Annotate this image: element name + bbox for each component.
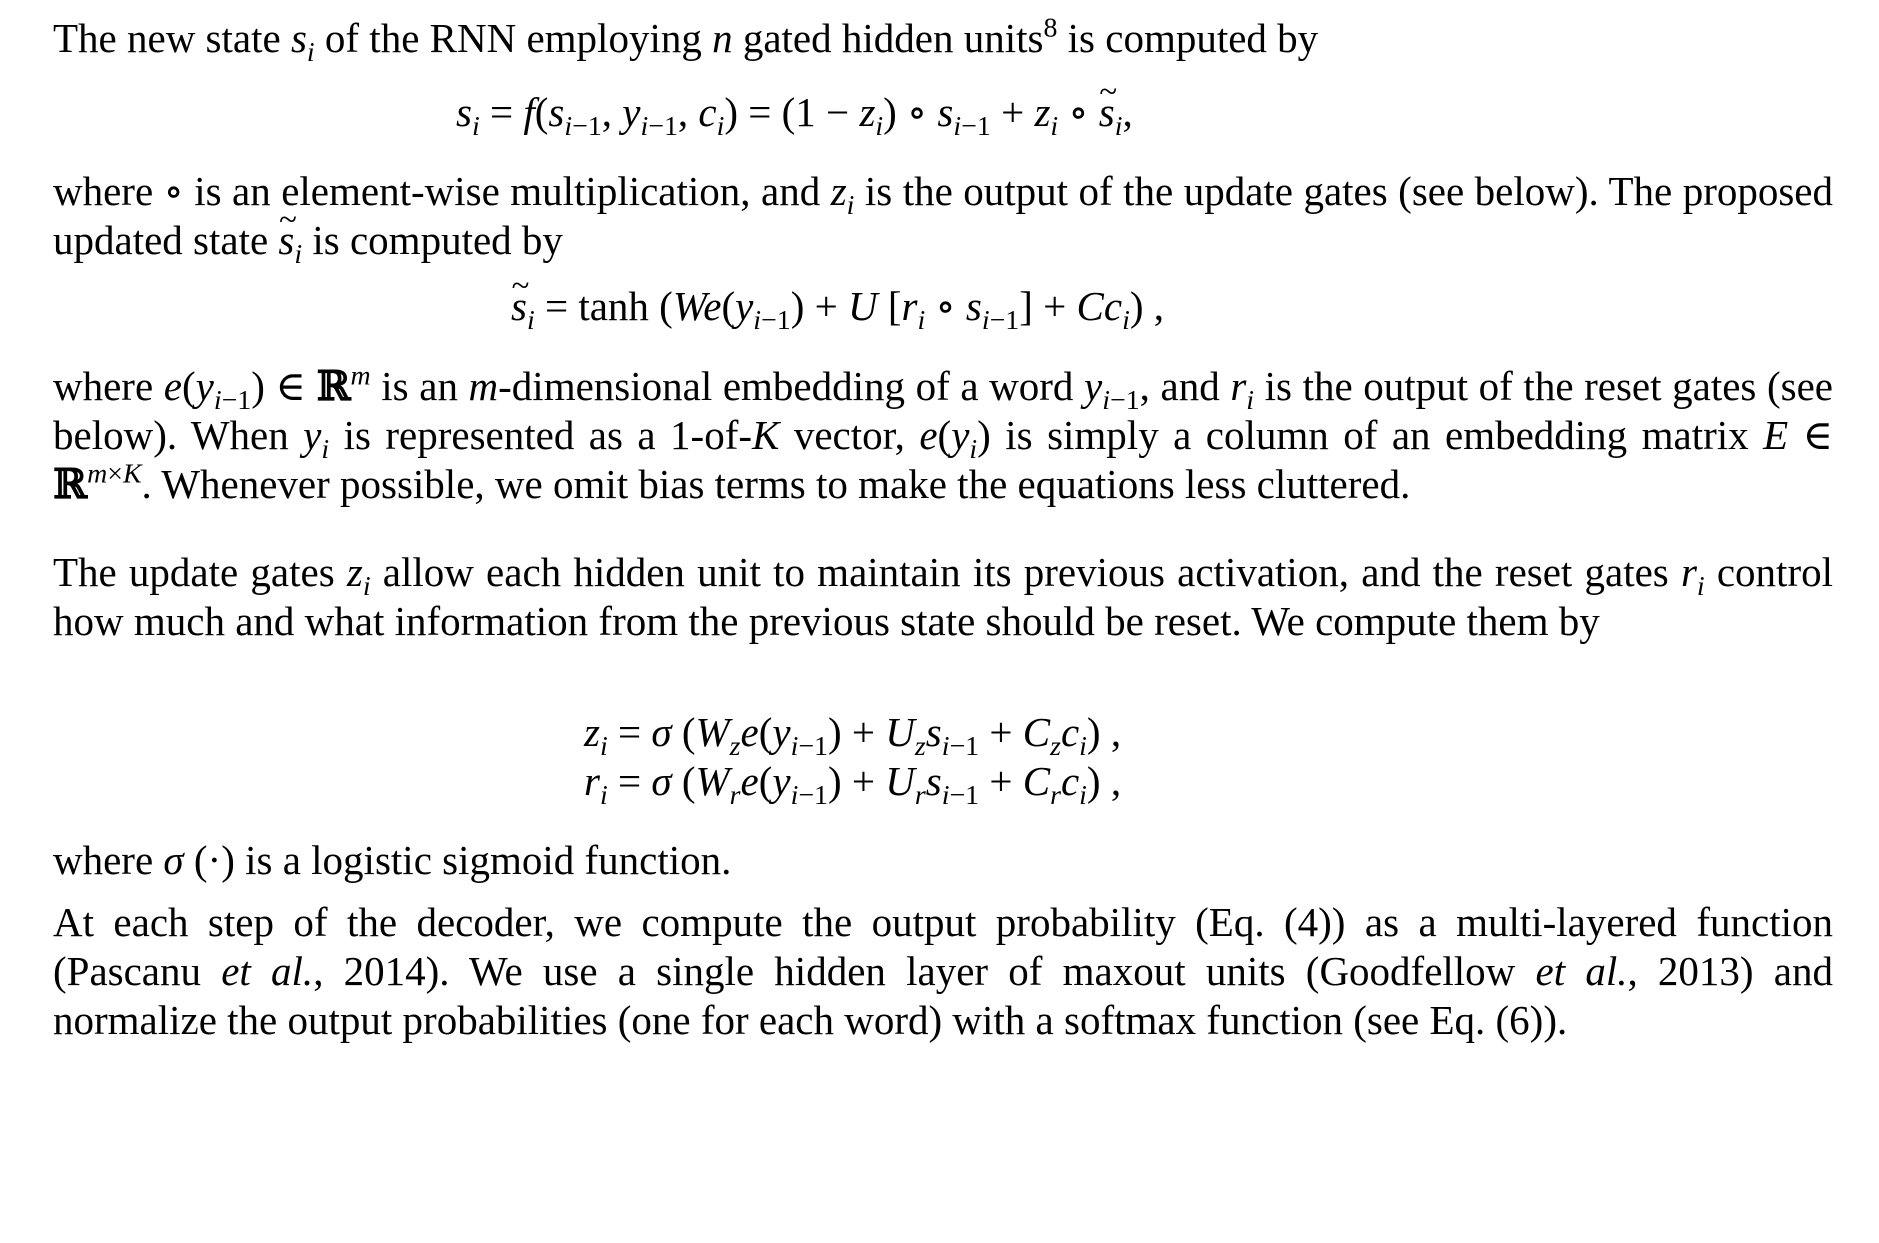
text-run: is computed by bbox=[1057, 15, 1319, 61]
paragraph-rnn-state-intro bbox=[53, 12, 1833, 68]
paragraph-embedding: where $e(y_{i-1})$ ∈ ℝ$^m$ is an m-dimensional embedding of a word $y_{i-1}$, and $r_i$ is the output of the reset gates (see below). When $y_i$ is represented as a 1-of-K vector, $e(y_i)$ is simply a column of an embedding matrix E ∈ ℝ$^{m\times K}$. Whenever possible, we omit bias terms to make the equations less cluttered. bbox=[53, 360, 1833, 508]
text-run: is represented as a 1-of- bbox=[329, 412, 753, 458]
text-run: of the RNN employing bbox=[314, 15, 713, 61]
text-run: vector, bbox=[779, 412, 920, 458]
paragraph-elementwise bbox=[53, 167, 1834, 270]
footnote-mark: 8 bbox=[1043, 12, 1058, 44]
paragraph-sigmoid: where σ (·) is a logistic sigmoid function. bbox=[53, 837, 732, 883]
citation-etal: et al. bbox=[221, 948, 314, 994]
equation-reset-gate: $r_i = \sigma$ $(W_re(y_{i-1}) + U_rs_{i-1} + C_rc_i)$ , bbox=[584, 758, 1122, 811]
text-run: , 2014). We use a single hidden layer of maxout units (Goodfellow bbox=[313, 948, 1536, 994]
equation-proposed-state: ~ $s_i = \tanh (We(y_{i-1}) + U$ [$r_i$ ∘ $s_{i-1}] + Cc_i$) , bbox=[511, 282, 1164, 331]
text-run: , and bbox=[1139, 363, 1231, 409]
math-s-i: $s_i$ bbox=[290, 15, 315, 68]
paragraph-decoder-output bbox=[53, 898, 1833, 1045]
text-run: is a logistic sigmoid function. bbox=[234, 837, 732, 883]
text-run: , 2013) and normalize the output probabilities (one for each word) with a softmax function (see Eq. (6)). bbox=[53, 948, 1834, 1043]
math-circ: ∘ bbox=[163, 168, 184, 214]
equation-update-gate: $z_i = \sigma$ $(W_ze(y_{i-1}) + U_zs_{i-1} + C_zc_i)$ , bbox=[584, 709, 1122, 762]
text-run: gated hidden units bbox=[732, 15, 1044, 61]
text-run: is the output of the reset gates (see below). When bbox=[53, 363, 1833, 458]
text-run: The new state bbox=[53, 15, 291, 61]
math-e-y: e bbox=[163, 363, 182, 409]
math-z-i: $z_i$ bbox=[830, 168, 855, 221]
equation-state-update: $s_i = f(s_{i-1}$, $y_{i-1}$, $c_i) = (1 - z_i)$ ∘ $s_{i-1} + z_i$ ∘ ~ $s_i$, bbox=[456, 88, 1133, 137]
text-run: The update gates bbox=[53, 549, 347, 595]
math-s-tilde-i: ~ $s_i$ bbox=[278, 217, 302, 263]
text-run: where bbox=[53, 168, 164, 214]
text-run: where bbox=[53, 363, 164, 409]
text-run: allow each hidden unit to maintain its previous activation, and the reset gates bbox=[370, 549, 1681, 595]
text-run: is an element-wise multiplication, and bbox=[183, 168, 831, 214]
math-n: n bbox=[712, 15, 733, 61]
text-run: where bbox=[53, 837, 164, 883]
text-run: control how much and what information from the previous state should be reset. We compute them by bbox=[53, 549, 1833, 644]
text-run: At each step of the decoder, we compute the output probability (Eq. (4)) as a multi-layered function (Pascanu bbox=[53, 899, 1833, 994]
text-run: . Whenever possible, we omit bias terms to make the equations less cluttered. bbox=[141, 461, 1411, 507]
text-run: is simply a column of an embedding matrix bbox=[990, 412, 1764, 458]
citation-etal: et al. bbox=[1535, 948, 1628, 994]
text-run: is computed by bbox=[302, 217, 563, 263]
paragraph-gates: The update gates $z_i$ allow each hidden unit to maintain its previous activation, and the reset gates $r_i$ control how much and what information from the previous state should be reset. We compute them by bbox=[53, 549, 1833, 644]
text-run: -dimensional embedding of a word bbox=[498, 363, 1085, 409]
text-run: is the output of the update gates (see below). The proposed updated state bbox=[53, 168, 1834, 263]
text-run: is an bbox=[370, 363, 469, 409]
